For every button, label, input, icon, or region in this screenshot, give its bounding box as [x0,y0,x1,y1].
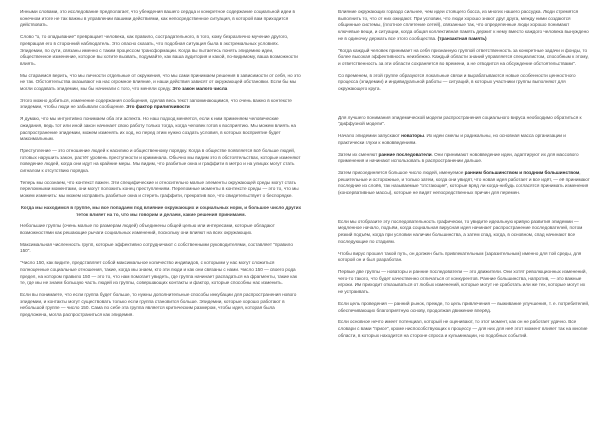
paragraph [338,170,590,197]
paragraph-bold: Это закон малого числа [172,86,228,92]
paragraph-text: Этого можно добиться, изменение содержания сообщения, сделав весь текст запоминающимся, что очень важно в контексте эпидемии, чтобы люди не забывали сообщение. [20,97,292,110]
paragraph: Если основное нечто имеет потенциал, который не оценивают, то этот момент, как он не работает удачно. Все словари с вами "присе", кроме ниспособствующих к процессу — для них для неё этот момент влияет так на многие области, в которых находится на стороне спроса и кульминации, но подобных событий. [338,319,588,338]
paragraph [20,73,302,93]
paragraph-bold: новаторы [401,133,424,139]
paragraph: Слово "о, то опадывание" превращает человека, как правило, сострадательного, в того, кому безразлично мучение другого, превращая его в сторонний наблюдатель. Это опасно сказать, что подобная ситуация была в экстремальных условиях. Эпидемии, по сути, связаны именно с таким процессом трансформации. Когда вы пытаетесь понять эпидемию идеи, общественное изменение, которое вы хотите вызвать, подумайте, как ваша аудитория и какой, по-видимому, ваша возможности влиять. [20,34,298,66]
paragraph-bold: (транзактная память) [437,35,487,41]
paragraph [338,133,590,146]
paragraph: Первые две группы — новаторы и ранние последователи — это движители. Они хотят революционных изменений, чего-то такого, что будет качественно отличаться от конкурентов. Ранние большинства, напротив, — это важные игроки. Им приходит отказываться от любых изменений, которые могут не сработать или же тех, которые могут их не устраивать. [338,268,587,295]
paragraph-bold: ранним большинством и поздним большинством [464,169,580,175]
paragraph: Для лучшего понимания эпидемической модели распространения социального вируса необходимо обратиться к "диффузной модели". [338,114,582,127]
highlight-paragraph: Когда мы находимся в группе, мы все попадаем под влияние окружающих и социальных норм, и большое число других теток влияет на то, что мы говорим и делаем, какие решения принимаем. [20,204,302,217]
paragraph: Если мы отобразите эту последовательность графически, то увидите идеальную кривую развития эпидемии — медленное начало, подъём, когда социальная вирусная идея начинает распространение последователей, потом резкий подъём, когда при условии наличии большинства, а затем спад, когда, в основном, спад начинают все последующие по стадиям. [338,218,583,244]
paragraph: Преступление — это отношение людей к насилию и общественному порядку. Когда в обществе появляется всё больше людей, готовых нарушить закон, растёт уровень преступности и криминала. Обычно мы видим это в обстоятельствах, которые изменяют поведение людей, когда они идут на крайние меры. Мы видим, что разбитые окна и граффити в метро и на улицах могут стать сигналом к отсутствию порядка. [20,147,301,174]
left-column [20,9,302,324]
paragraph: Инными словами, это исследование предполагает, что убеждения вашего сердца и конкретное содержание социальной идеи в конечном итоге не так важны в управлении вашими действиями, как непосредственное ситуация, в которой вам приходится действовать. [20,9,295,28]
paragraph: Чтобы вирус прошел такой путь, он должен быть привлекательным (заразительным) именно для той среды, для которой он и был разработан. [338,250,582,263]
paragraph [338,9,590,43]
paragraph-text: Затем их сменяют [338,151,378,157]
paragraph: Максимальная численность групп, которые эффективно сотрудничают с собственными руководителями, составляет "правило 150". [20,241,293,254]
paragraph: Небольшие группы (очень малые по размерам людей) объединены общей целью или интересами, которые обладают возможностями как решающие рычаги социальных изменений, поскольку они влияют на всех окружающих. [20,223,275,235]
paragraph: "Число 150, как видите, представляет собой максимальное количество индивидов, с которыми у нас могут сложиться полноценные социальные отношения, такие, когда мы знаем, кто эти люди и как они связаны с нами. Число 150 — своего рода предел, на котором правило 150 — это то, что нам помогает увидеть, где группа начинает распадаться на фрагменты, такие как те, где мы не знаем большую часть людей из группы, совершающих контакты и фактор, которые способны нас изменить. [20,260,298,286]
paragraph-bold: Это фактор прилипчивости [126,104,190,110]
paragraph: Если вы понимаете, что если группа будет больше, то нужны дополнительные способы инкубации для распространения нового эпидемии, и контакты могут существовать только если группа становится больше. Эпидемии, которые хорошо работают в небольшой группе — число 150. Сама по себе эта группа является критическим размером, чтобы идея, которая была предложена, могла распространиться как эпидемия. [20,291,297,318]
paragraph-text: Влияние окружающих гораздо сильнее, чем идеи стоящего босса, из многих нашего рассудка. Люди стремятся выполнить то, что от них ожидают. При условии, что люди хорошо знают друг друга, между ними создаются общинные системы, (плотное сплетение сетей), связанные так, что определенные люди хорошо понимают ключевые вещи, и ситуации, когда общая коллективная память держит к нему вместо каждого человека вынуждено не в одиночку держать все этого сообщества. [338,9,589,41]
paragraph-tail: . Их идеи смелы и радикальны, но основная масса организации и практически глухи к нововведениям. [338,133,566,145]
paragraph-text: Затем присоединяется большое число людей, именуемое [338,169,464,175]
paragraph: Я думаю, что мы интуитивно понимаем оба эти аспекта. Но наш подход меняется, если к ним применяем человеческие ожидания, ведь тот или иной закон начинает свою работу только тогда, когда человек готов к восприятию. Мы можем влиять на распространение эпидемии, можем изменять их ход, но перед этим нужно создать условия, в которых восприятие будет максимальным. [20,116,296,142]
right-column [338,9,590,344]
paragraph-text: Мы стараемся верить, что мы личности отдельные от окружения, что мы сами принимаем решения в зависимости от себя, но это не так. Обстоятельства оказывают на нас огромное влияние, и наши действия зависят от окружающей обстановки. Если бы мы могли создавать эпидемии, мы бы начинали с того, что меняли среду. [20,72,301,92]
paragraph: "Когда каждый человек принимает на себя признанную группой ответственность за конкретные задачи и фонды, то более высокая эффективность неизбежно. Каждый области знаний управляется специалистом, способным к этому, и ответственность за эти области сохраняется во времени, а не отводится на обсуждение обстоятельствами". [338,47,589,66]
paragraph: Если цель проведения — ранний рынок, прежде, то цель привлечения — выживание улучшения, т. е. потребителей, обеспечивающих благоприятную основу, продолжая движение вперёд. [338,300,590,313]
paragraph-tail: , решительные и осторожные, и только затем, когда они увидят, что новая идея работает и все идёт, — её принимают последние из слоёв, так называемые "отстающие", которые вряд ли когда-нибудь согласятся принимать изменения (консервативные массы), которые не видят непосредственных причин для перемен. [338,169,590,196]
paragraph-bold: ранние последователи [378,151,432,157]
paragraph [20,98,302,111]
paragraph: Теперь мы осознаем, что контекст важен. Эти специфические и относительно малые элементы окружающей среды могут стать переломными моментами, они могут положить конец преступлениям. Переломные моменты в контексте среды — это то, что мы можем изменить: мы можем исправить разбитые окна и стереть граффити, прекратив все, что свидетельствует о беспорядке. [20,179,299,199]
paragraph [338,152,590,165]
paragraph-text: Начало эпидемии запускают [338,133,400,139]
paragraph-tail: . Они принимают нововведение идеи, адаптируют их для массового применения и начинают использовать в распространении дальше. [338,151,579,164]
paragraph: Со временем, в этой группе образуются локальные связи и вырабатываются новые особенности ценностного процесса (эпидемии) и индивидуальной работы — ситуаций, в которых участники группы выполняют для окружающего круга. [338,72,576,92]
